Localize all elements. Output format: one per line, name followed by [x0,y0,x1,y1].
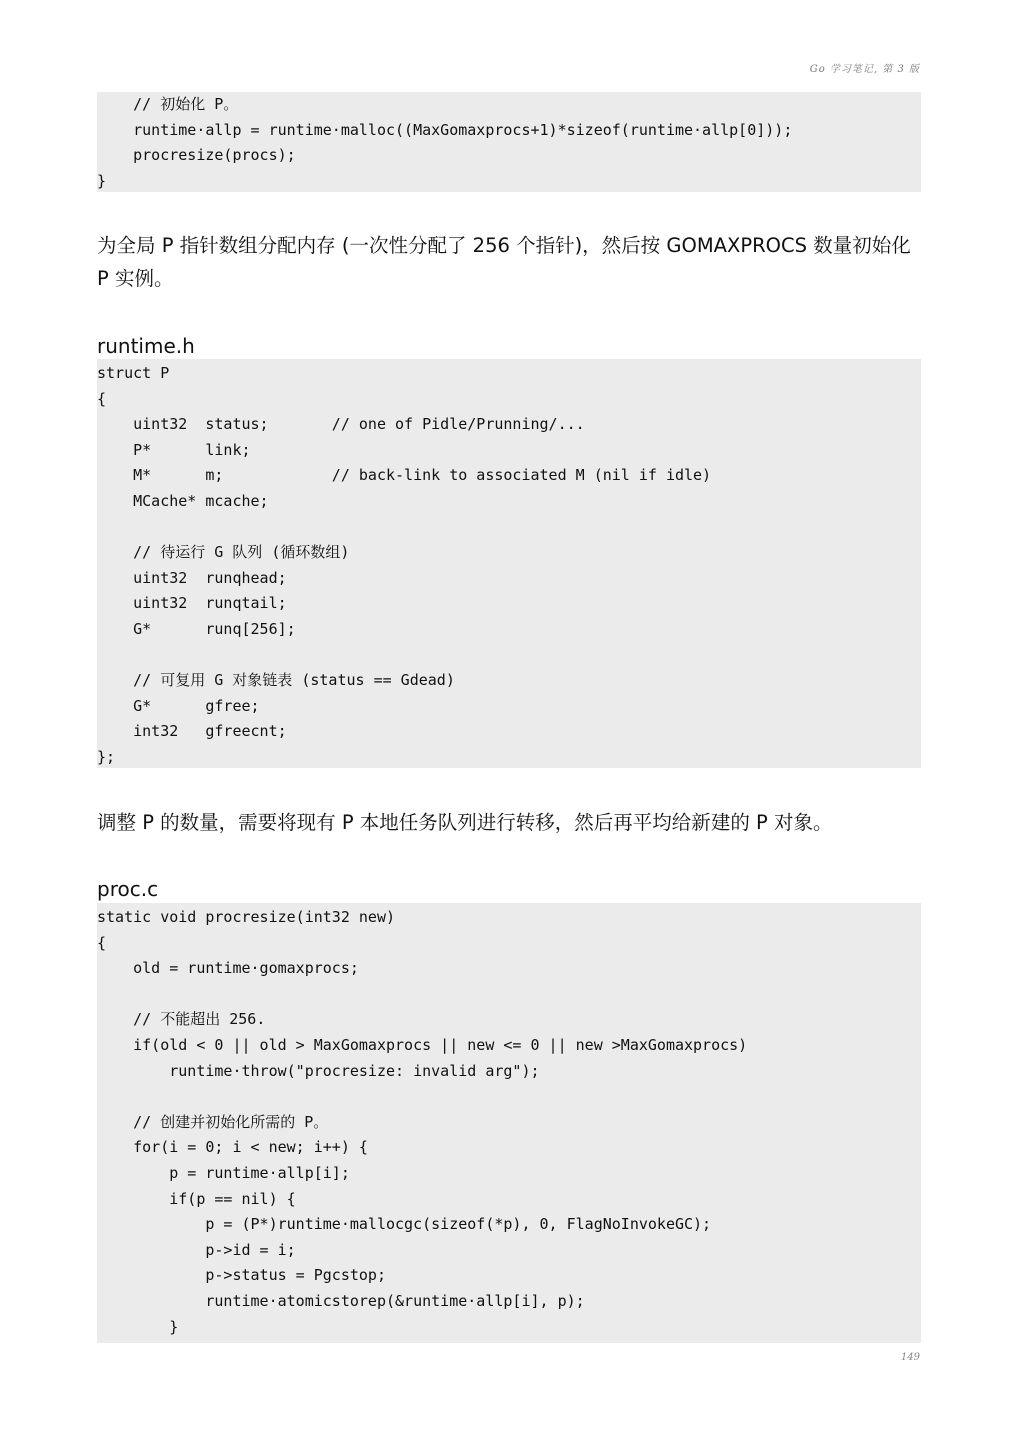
code-line: procresize(procs); [97,146,296,165]
code-line: if(old < 0 || old > MaxGomaxprocs || new <= 0 || new >MaxGomaxprocs) [97,1035,748,1054]
file-title-runtime-h: runtime.h [97,334,195,358]
code-line: // 创建并初始化所需的 P。 [97,1112,329,1131]
code-line: M* m; // back-link to associated M (nil if idle) [97,466,712,485]
code-line: { [97,933,107,952]
code-block-allp-init [97,92,921,192]
code-line: P* link; [97,440,251,459]
code-line: old = runtime·gomaxprocs; [97,959,359,978]
code-line: p = runtime·allp[i]; [97,1163,350,1182]
code-line: } [97,171,107,190]
code-line: struct P [97,364,170,382]
running-header: Go 学习笔记, 第 3 版 [809,64,920,75]
code-line: int32 gfreecnt; [97,722,287,741]
page-number: 149 [900,1352,920,1363]
file-title-proc-c: proc.c [97,877,159,901]
code-line: { [97,389,107,408]
code-line: G* gfree; [97,696,260,715]
code-line: runtime·allp = runtime·malloc((MaxGomaxprocs+1)*sizeof(runtime·allp[0])); [97,120,793,139]
code-line: p = (P*)runtime·mallocgc(sizeof(*p), 0, FlagNoInvokeGC); [97,1215,712,1234]
code-block-procresize [97,903,921,1343]
code-line: // 不能超出 256. [97,1010,266,1029]
code-block-struct-p [97,359,921,768]
code-line: } [97,1317,179,1336]
code-line: uint32 status; // one of Pidle/Prunning/... [97,415,585,434]
code-line: // 可复用 G 对象链表 (status == Gdead) [97,671,455,690]
paragraph-allp-explanation: 为全局 P 指针数组分配内存 (一次性分配了 256 个指针)，然后按 GOMAXPROCS 数量初始化 P 实例。 [97,234,911,290]
code-line [97,515,921,541]
code-line: // 待运行 G 队列 (循环数组) [97,543,350,562]
code-line: static void procresize(int32 new) [97,908,396,926]
code-line: runtime·atomicstorep(&runtime·allp[i], p); [97,1291,585,1310]
code-line: G* runq[256]; [97,619,296,638]
code-line: if(p == nil) { [97,1189,296,1208]
code-line: uint32 runqhead; [97,568,287,587]
code-line: // 初始化 P。 [97,95,239,113]
code-line [97,982,921,1008]
code-line: MCache* mcache; [97,491,269,510]
code-line: p->status = Pgcstop; [97,1266,386,1285]
code-line [97,643,921,669]
paragraph-procresize-explanation: 调整 P 的数量，需要将现有 P 本地任务队列进行转移，然后再平均给新建的 P 对象。 [97,811,833,834]
code-line: runtime·throw("procresize: invalid arg"); [97,1061,540,1080]
code-line: for(i = 0; i < new; i++) { [97,1138,368,1157]
code-line: }; [97,747,116,766]
code-line: uint32 runqtail; [97,594,287,613]
code-line: p->id = i; [97,1240,296,1259]
code-line [97,1084,921,1110]
